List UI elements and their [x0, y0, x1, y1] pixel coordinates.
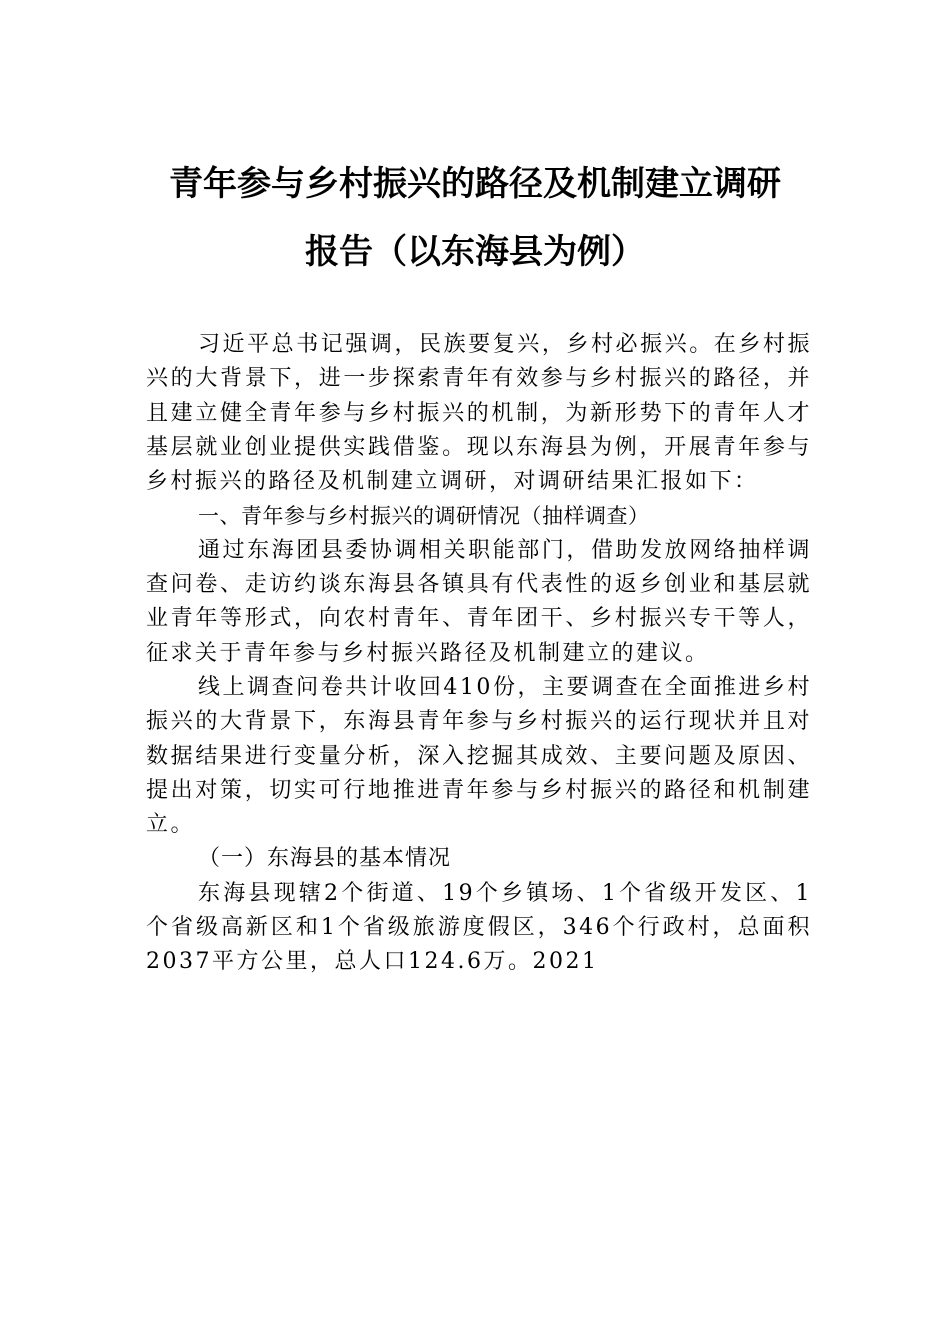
- intro-paragraph: 习近平总书记强调，民族要复兴，乡村必振兴。在乡村振兴的大背景下，进一步探索青年有效参与乡村振兴的路径，并且建立健全青年参与乡村振兴的机制，为新形势下的青年人才基层就业创业提供实践借鉴。现以东海县为例，开展青年参与乡村振兴的路径及机制建立调研，对调研结果汇报如下：: [146, 332, 812, 495]
- survey-method-paragraph: 通过东海团县委协调相关职能部门，借助发放网络抽样调查问卷、走访约谈东海县各镇具有代表性的返乡创业和基层就业青年等形式，向农村青年、青年团干、乡村振兴专干等人，征求关于青年参与乡村振兴路径及机制建立的建议。: [146, 537, 812, 666]
- subsection-heading-1: （一）东海县的基本情况: [198, 846, 452, 872]
- county-info-paragraph: 东海县现辖2个街道、19个乡镇场、1个省级开发区、1个省级高新区和1个省级旅游度假区，346个行政村，总面积2037平方公里，总人口124.6万。2021: [146, 880, 812, 975]
- survey-result-paragraph: 线上调查问卷共计收回410份，主要调查在全面推进乡村振兴的大背景下，东海县青年参与乡村振兴的运行现状并且对数据结果进行变量分析，深入挖掘其成效、主要问题及原因、提出对策，切实可行地推进青年参与乡村振兴的路径和机制建立。: [146, 674, 812, 838]
- document-body: [146, 328, 812, 980]
- section-heading-1: 一、青年参与乡村振兴的调研情况（抽样调查）: [198, 504, 650, 529]
- document-title-line-1: 青年参与乡村振兴的路径及机制建立调研: [169, 164, 781, 204]
- document-title-line-2: 报告（以东海县为例）: [305, 232, 645, 272]
